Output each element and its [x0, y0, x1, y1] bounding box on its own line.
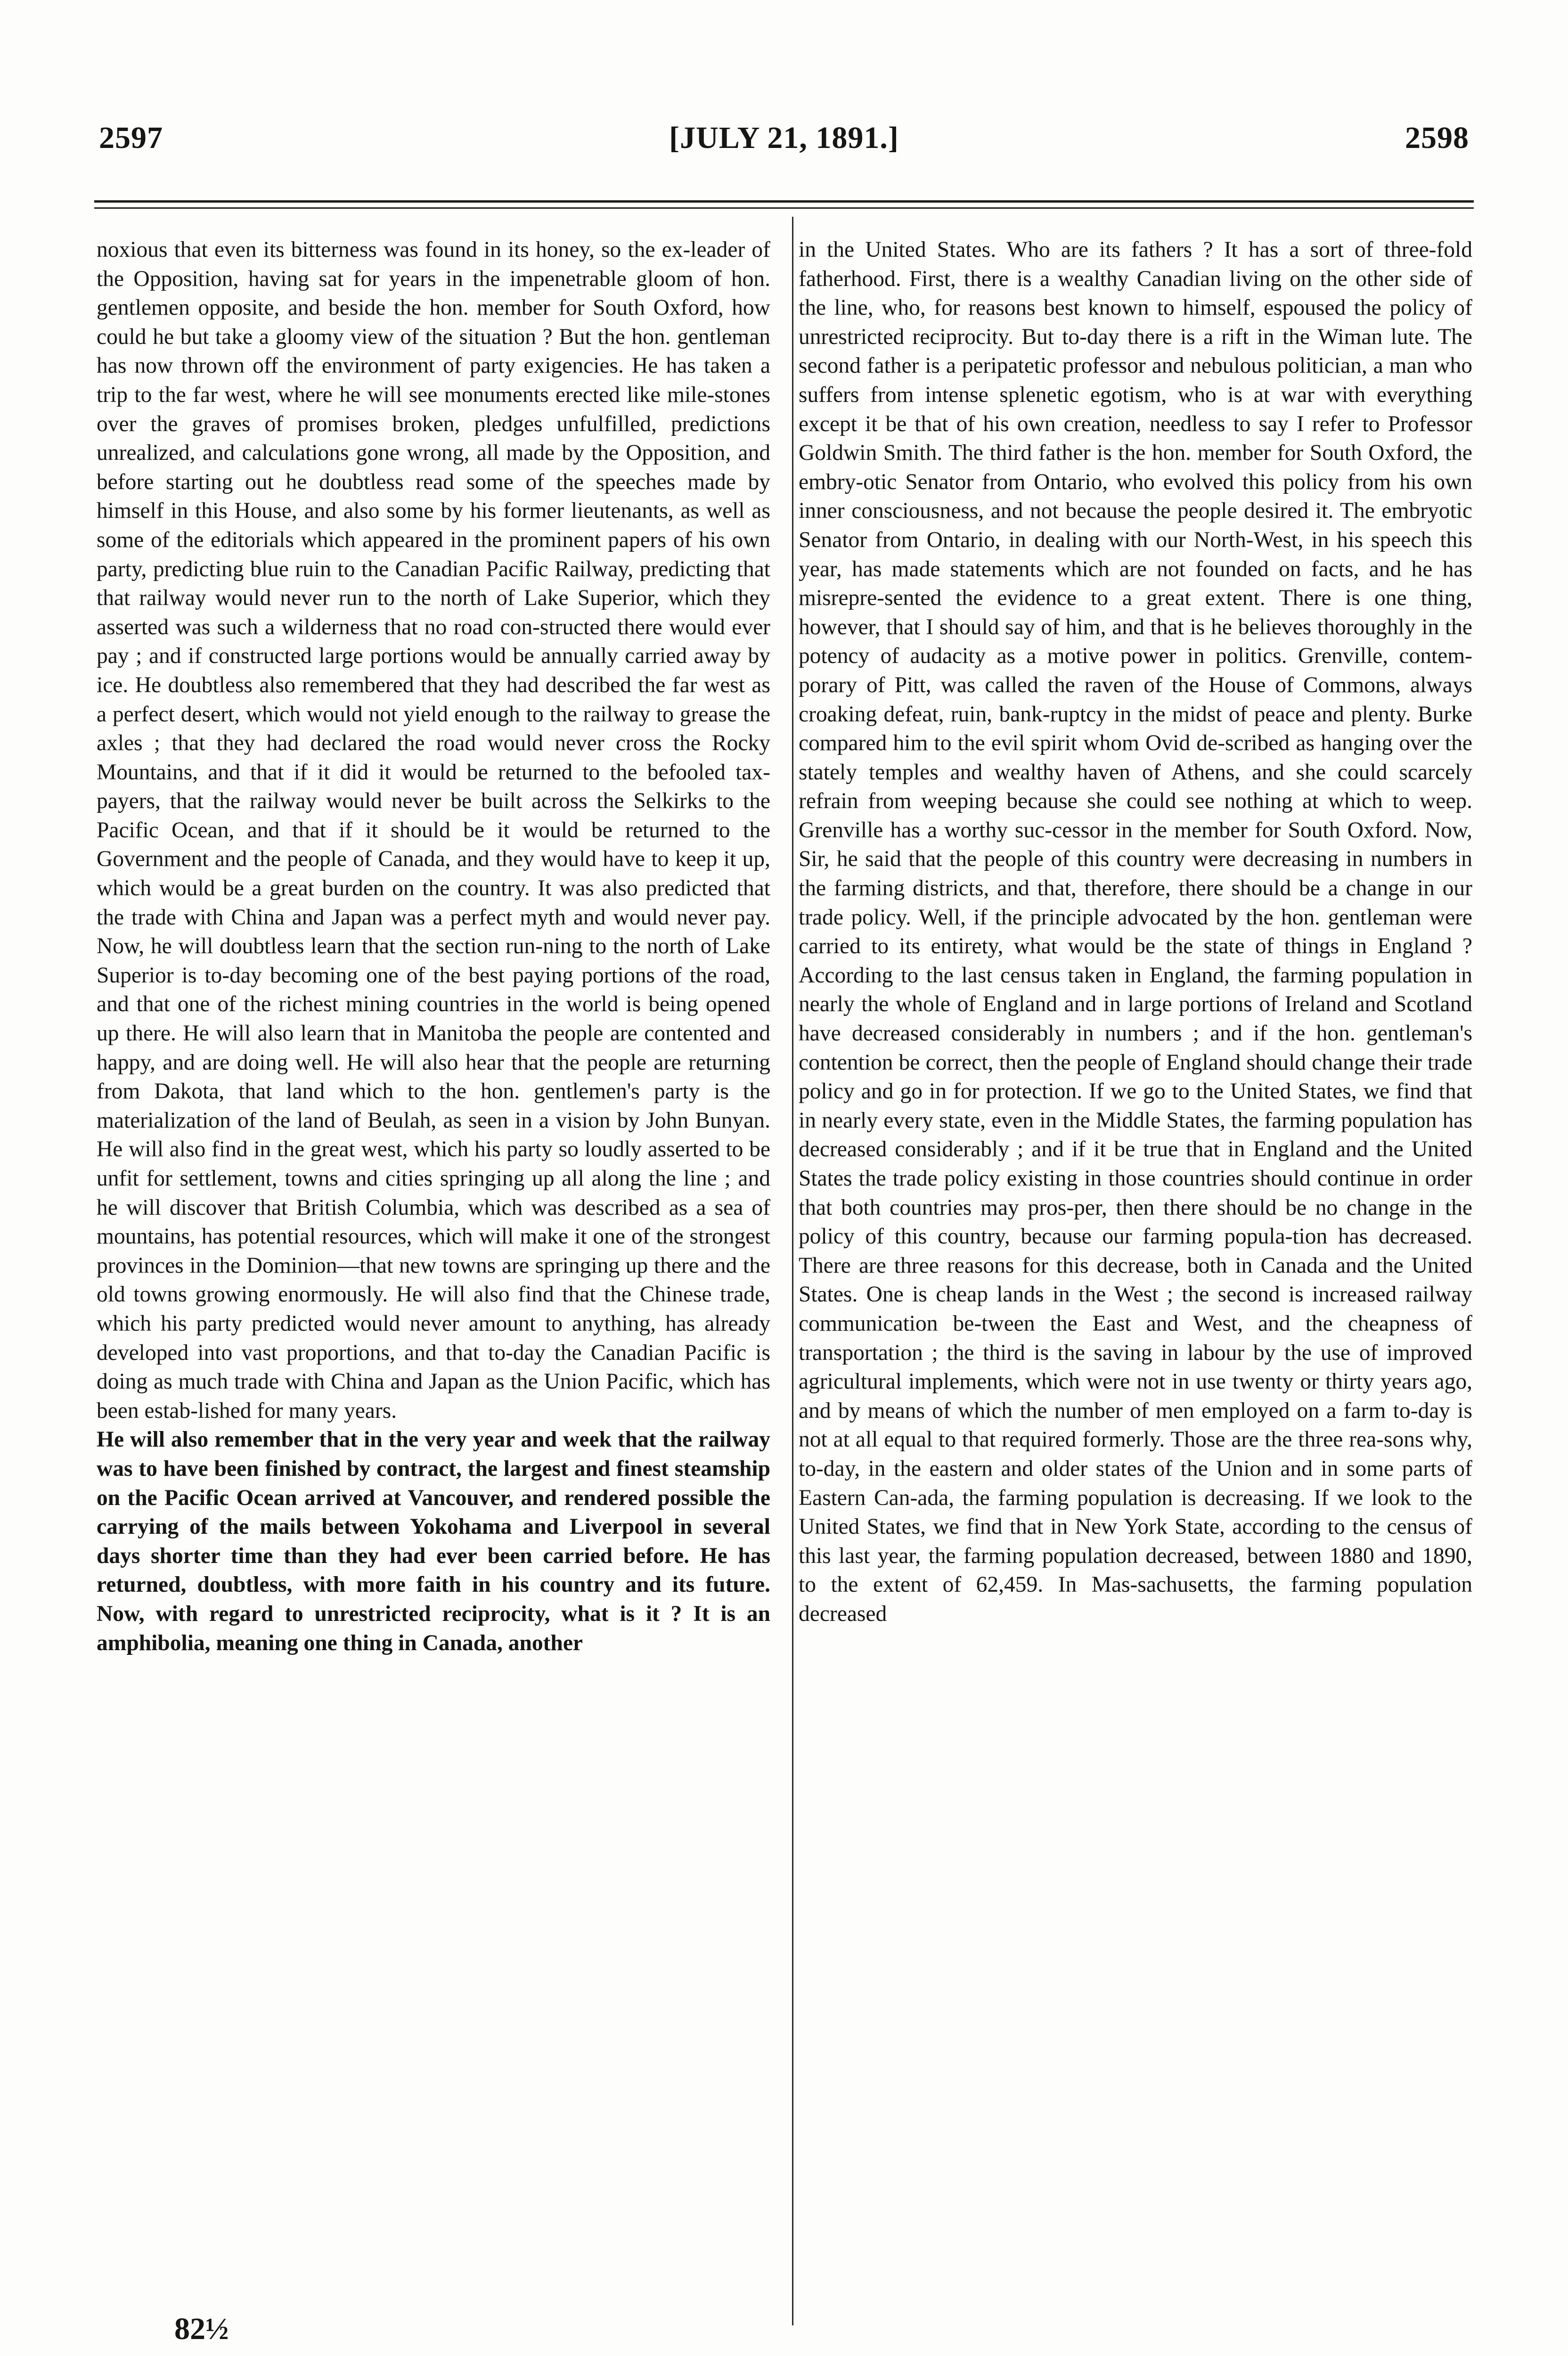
header-rule-thin	[94, 207, 1474, 209]
page-header	[94, 120, 1474, 177]
page-number-left: 2597	[99, 121, 163, 155]
left-column	[97, 236, 770, 1658]
right-column	[799, 236, 1472, 1629]
left-paragraph-1: noxious that even its bitterness was found in its honey, so the ex-leader of the Opposition, having sat for years in the impenetrable gloom of hon. gentlemen opposite, and beside the hon. member for South Oxford, how could he but take a gloomy view of the situation ? But the hon. gentleman has now thrown off the environment of party exigencies. He has taken a trip to the far west, where he will see monuments erected like mile-stones over the graves of promises broken, pledges unfulfilled, predictions unrealized, and calculations gone wrong, all made by the Opposition, and before starting out he doubtless read some of the speeches made by himself in this House, and also some by his former lieutenants, as well as some of the editorials which appeared in the prominent papers of his own party, predicting blue ruin to the Canadian Pacific Railway, predicting that that railway would never run to the north of Lake Superior, which they asserted was such a wilderness that no road con-structed there would ever pay ; and if constructed large portions would be annually carried away by ice. He doubtless also remembered that they had described the far west as a perfect desert, which would not yield enough to the railway to grease the axles ; that they had declared the road would never cross the Rocky Mountains, and that if it did it would be returned to the befooled tax-payers, that the railway would never be built across the Selkirks to the Pacific Ocean, and that if it should be it would be returned to the Government and the people of Canada, and they would have to keep it up, which would be a great burden on the country. It was also predicted that the trade with China and Japan was a perfect myth and would never pay. Now, he will doubtless learn that the section run-ning to the north of Lake Superior is to-day becoming one of the best paying portions of the road, and that one of the richest mining countries in the world is being opened up there. He will also learn that in Manitoba the people are contented and happy, and are doing well. He will also hear that the people are returning from Dakota, that land which to the hon. gentlemen's party is the materialization of the land of Beulah, as seen in a vision by John Bunyan. He will also find in the great west, which his party so loudly asserted to be unfit for settlement, towns and cities springing up all along the line ; and he will discover that British Columbia, which was described as a sea of mountains, has potential resources, which will make it one of the strongest provinces in the Dominion—that new towns are springing up there and the old towns growing enormously. He will also find that the Chinese trade, which his party predicted would never amount to anything, has already developed into vast proportions, and that to-day the Canadian Pacific is doing as much trade with China and Japan as the Union Pacific, which has been estab-lished for many years.	[97, 237, 770, 1423]
right-paragraph-1: in the United States. Who are its fathers ? It has a sort of three-fold fatherhood. First, there is a wealthy Canadian living on the other side of the line, who, for reasons best known to himself, espoused the policy of unrestricted reciprocity. But to-day there is a rift in the Wiman lute. The second father is a peripatetic professor and nebulous politician, a man who suffers from intense splenetic egotism, who is at war with everything except it be that of his own creation, needless to say I refer to Professor Goldwin Smith. The third father is the hon. member for South Oxford, the embry-otic Senator from Ontario, who evolved this policy from his own inner consciousness, and not because the people desired it. The embryotic Senator from Ontario, in dealing with our North-West, in his speech this year, has made statements which are not founded on facts, and he has misrepre-sented the evidence to a great extent. There is one thing, however, that I should say of him, and that is he believes thoroughly in the potency of audacity as a motive power in politics. Grenville, contem-porary of Pitt, was called the raven of the House of Commons, always croaking defeat, ruin, bank-ruptcy in the midst of peace and plenty. Burke compared him to the evil spirit whom Ovid de-scribed as hanging over the stately temples and wealthy haven of Athens, and she could scarcely refrain from weeping because she could see nothing at which to weep. Grenville has a worthy suc-cessor in the member for South Oxford. Now, Sir, he said that the people of this country were decreasing in numbers in the farming districts, and that, therefore, there should be a change in our trade policy. Well, if the principle advocated by the hon. gentleman were carried to its entirety, what would be the state of things in England ? According to the last census taken in England, the farming population in nearly the whole of England and in large portions of Ireland and Scotland have decreased considerably in numbers ; and if the hon. gentleman's contention be correct, then the people of England should change their trade policy and go in for protection. If we go to the United States, we find that in nearly every state, even in the Middle States, the farming population has decreased considerably ; and if it be true that in England and the United States the trade policy existing in those countries should continue in order that both countries may pros-per, then there should be no change in the policy of this country, because our farming popula-tion has decreased. There are three reasons for this decrease, both in Canada and the United States. One is cheap lands in the West ; the second is increased railway communication be-tween the East and West, and the cheapness of transportation ; the third is the saving in labour by the use of improved agricultural implements, which were not in use twenty or thirty years ago, and by means of which the number of men employed on a farm to-day is not at all equal to that required formerly. Those are the three rea-sons why, to-day, in the eastern and older states of the Union and in some parts of Eastern Can-ada, the farming population is decreasing. If we look to the United States, we find that in New York State, according to the census of this last year, the farming population decreased, between 1880 and 1890, to the extent of 62,459. In Mas-sachusetts, the farming population decreased	[799, 237, 1472, 1626]
page-number-right: 2598	[1405, 121, 1469, 155]
page-date: [JULY 21, 1891.]	[669, 121, 899, 155]
header-rule-thick	[94, 200, 1474, 203]
signature-mark: 82½	[174, 2312, 229, 2346]
column-divider	[792, 217, 793, 2325]
left-paragraph-2: He will also remember that in the very year and week that the railway was to have been finished by contract, the largest and finest steamship on the Pacific Ocean arrived at Vancouver, and rendered possible the carrying of the mails between Yokohama and Liverpool in several days shorter time than they had ever been carried before. He has returned, doubtless, with more faith in his country and its future. Now, with regard to unrestricted reciprocity, what is it ? It is an amphibolia, meaning one thing in Canada, another	[97, 1427, 770, 1655]
